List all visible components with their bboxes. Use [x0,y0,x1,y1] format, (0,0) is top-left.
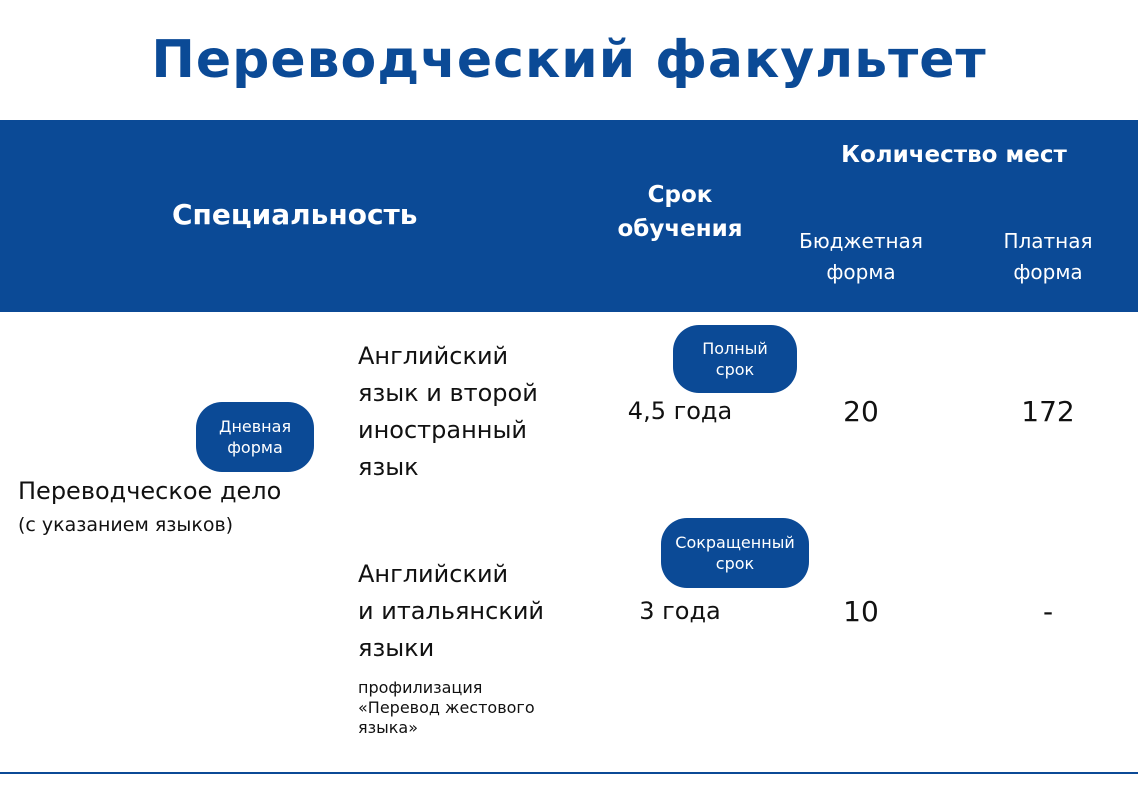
program-2-profile [358,678,578,738]
header-budget [770,226,952,288]
specialty-note: (с указанием языков) [18,514,234,536]
program-1-name [358,338,578,486]
program-1-name-line: язык и второй [358,379,538,407]
form-badge [196,402,314,472]
program-2-profile-line: профилизация [358,678,483,697]
program-2-badge-line1: Сокращенный [675,533,795,552]
table-header [0,120,1138,312]
program-1-name-line: Английский [358,342,509,370]
program-2-profile-line: языка» [358,718,419,737]
program-2-profile-line: «Перевод жестового [358,698,535,717]
program-2-term-badge [661,518,809,588]
header-paid-line1: Платная [1003,229,1093,253]
program-1-name-line: язык [358,453,419,481]
header-places: Количество мест [841,142,1067,168]
header-paid [958,226,1138,288]
program-2-name-line: языки [358,634,435,662]
header-specialty: Специальность [172,198,418,231]
program-1-name-line: иностранный [358,416,528,444]
page-title: Переводческий факультет [151,30,987,90]
header-paid-line2: форма [1013,260,1083,284]
header-budget-line2: форма [826,260,896,284]
program-1-term-badge [673,325,797,393]
header-term-line2: обучения [617,216,743,242]
header-budget-line1: Бюджетная [799,229,923,253]
program-2-badge-line2: срок [715,554,755,573]
program-2-paid-places: - [1042,595,1054,628]
form-badge-line1: Дневная [218,417,292,436]
header-term-line1: Срок [647,182,713,208]
program-2-name [358,556,578,667]
program-1-budget-places: 20 [843,395,879,428]
header-term [600,178,760,246]
program-1-term: 4,5 года [627,397,733,425]
program-2-name-line: и итальянский [358,597,545,625]
program-2-term: 3 года [639,597,721,625]
bottom-divider [0,772,1138,774]
specialty-name: Переводческое дело [18,477,282,505]
program-2-budget-places: 10 [843,595,879,628]
program-1-paid-places: 172 [1021,395,1075,428]
program-1-badge-line1: Полный [702,339,768,358]
program-2-name-line: Английский [358,560,509,588]
form-badge-line2: форма [227,438,283,457]
program-1-badge-line2: срок [715,360,755,379]
